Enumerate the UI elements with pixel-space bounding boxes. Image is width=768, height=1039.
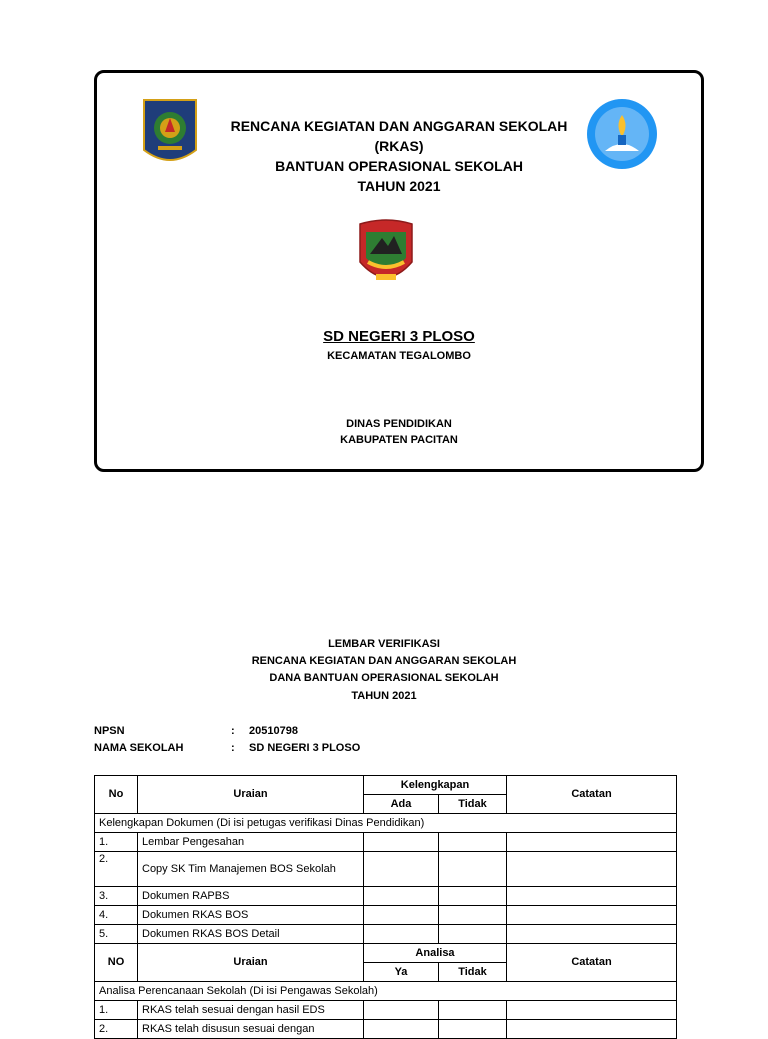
npsn-label: NPSN <box>94 725 125 737</box>
section-2-label: Analisa Perencanaan Sekolah (Di isi Pengawas Sekolah) <box>95 982 677 1001</box>
cover-agency-line-2: KABUPATEN PACITAN <box>340 434 458 446</box>
cell-catatan[interactable] <box>507 1001 677 1020</box>
table-row <box>95 906 677 925</box>
cell-tidak[interactable] <box>439 925 507 944</box>
row-no: 5. <box>95 925 138 944</box>
header-tidak: Tidak <box>439 795 507 814</box>
section-row <box>95 814 677 833</box>
header-catatan: Catatan <box>507 776 677 814</box>
header-tidak-2: Tidak <box>439 963 507 982</box>
header-catatan-2: Catatan <box>507 944 677 982</box>
verification-table <box>94 775 677 1039</box>
cover-title <box>97 116 701 196</box>
table-row <box>95 1001 677 1020</box>
header-ada: Ada <box>364 795 439 814</box>
npsn-colon: : <box>231 725 235 737</box>
header-no-2: NO <box>95 944 138 982</box>
verification-title-line-4: TAHUN 2021 <box>351 690 417 702</box>
header-kelengkapan: Kelengkapan <box>364 776 507 795</box>
cell-catatan[interactable] <box>507 833 677 852</box>
pacitan-regency-logo-icon <box>356 218 416 290</box>
table-row <box>95 852 677 887</box>
section-row <box>95 982 677 1001</box>
cover-title-line-3: BANTUAN OPERASIONAL SEKOLAH <box>275 158 523 174</box>
cell-ada[interactable] <box>364 887 439 906</box>
verification-title-line-2: RENCANA KEGIATAN DAN ANGGARAN SEKOLAH <box>251 655 517 667</box>
row-text: Copy SK Tim Manajemen BOS Sekolah <box>138 852 364 887</box>
cell-ada[interactable] <box>364 833 439 852</box>
cell-tidak[interactable] <box>439 906 507 925</box>
row-text: RKAS telah disusun sesuai dengan <box>138 1020 364 1039</box>
cover-agency-line-1: DINAS PENDIDIKAN <box>346 418 452 430</box>
cell-catatan[interactable] <box>507 906 677 925</box>
cell-ya[interactable] <box>364 1001 439 1020</box>
verification-title-line-3: DANA BANTUAN OPERASIONAL SEKOLAH <box>269 672 499 684</box>
cell-ya[interactable] <box>364 1020 439 1039</box>
cell-ada[interactable] <box>364 925 439 944</box>
header-ya: Ya <box>364 963 439 982</box>
cell-catatan[interactable] <box>507 925 677 944</box>
table-header-row <box>95 944 677 963</box>
cell-ada[interactable] <box>364 906 439 925</box>
section-1-label: Kelengkapan Dokumen (Di isi petugas verifikasi Dinas Pendidikan) <box>95 814 677 833</box>
row-no: 1. <box>95 1001 138 1020</box>
cover-title-line-2: (RKAS) <box>374 138 424 154</box>
cell-catatan[interactable] <box>507 852 677 887</box>
cell-tidak[interactable] <box>439 833 507 852</box>
header-no: No <box>95 776 138 814</box>
cell-tidak[interactable] <box>439 887 507 906</box>
cover-title-line-1: RENCANA KEGIATAN DAN ANGGARAN SEKOLAH <box>230 118 568 134</box>
cover-school-name: SD NEGERI 3 PLOSO <box>323 328 475 345</box>
cell-catatan[interactable] <box>507 887 677 906</box>
row-no: 2. <box>95 1020 138 1039</box>
school-name-value: SD NEGERI 3 PLOSO <box>249 742 361 754</box>
school-name-label: NAMA SEKOLAH <box>94 742 184 754</box>
table-header-row <box>95 776 677 795</box>
row-text: RKAS telah sesuai dengan hasil EDS <box>138 1001 364 1020</box>
table-row <box>95 925 677 944</box>
cell-tidak[interactable] <box>439 852 507 887</box>
npsn-value: 20510798 <box>249 725 298 737</box>
header-uraian: Uraian <box>138 776 364 814</box>
row-no: 2. <box>95 852 138 887</box>
row-text: Lembar Pengesahan <box>138 833 364 852</box>
row-text: Dokumen RKAS BOS Detail <box>138 925 364 944</box>
cover-title-line-4: TAHUN 2021 <box>357 178 441 194</box>
row-text: Dokumen RKAS BOS <box>138 906 364 925</box>
table-row <box>95 887 677 906</box>
school-name-colon: : <box>231 742 235 754</box>
cover-frame <box>94 70 704 472</box>
cell-ada[interactable] <box>364 852 439 887</box>
cell-tidak[interactable] <box>439 1020 507 1039</box>
row-text: Dokumen RAPBS <box>138 887 364 906</box>
cell-tidak[interactable] <box>439 1001 507 1020</box>
cell-catatan[interactable] <box>507 1020 677 1039</box>
table-row <box>95 833 677 852</box>
header-uraian-2: Uraian <box>138 944 364 982</box>
table-row <box>95 1020 677 1039</box>
verification-title-line-1: LEMBAR VERIFIKASI <box>328 638 440 650</box>
row-no: 1. <box>95 833 138 852</box>
row-no: 4. <box>95 906 138 925</box>
header-analisa: Analisa <box>364 944 507 963</box>
row-no: 3. <box>95 887 138 906</box>
cover-district: KECAMATAN TEGALOMBO <box>327 350 471 362</box>
